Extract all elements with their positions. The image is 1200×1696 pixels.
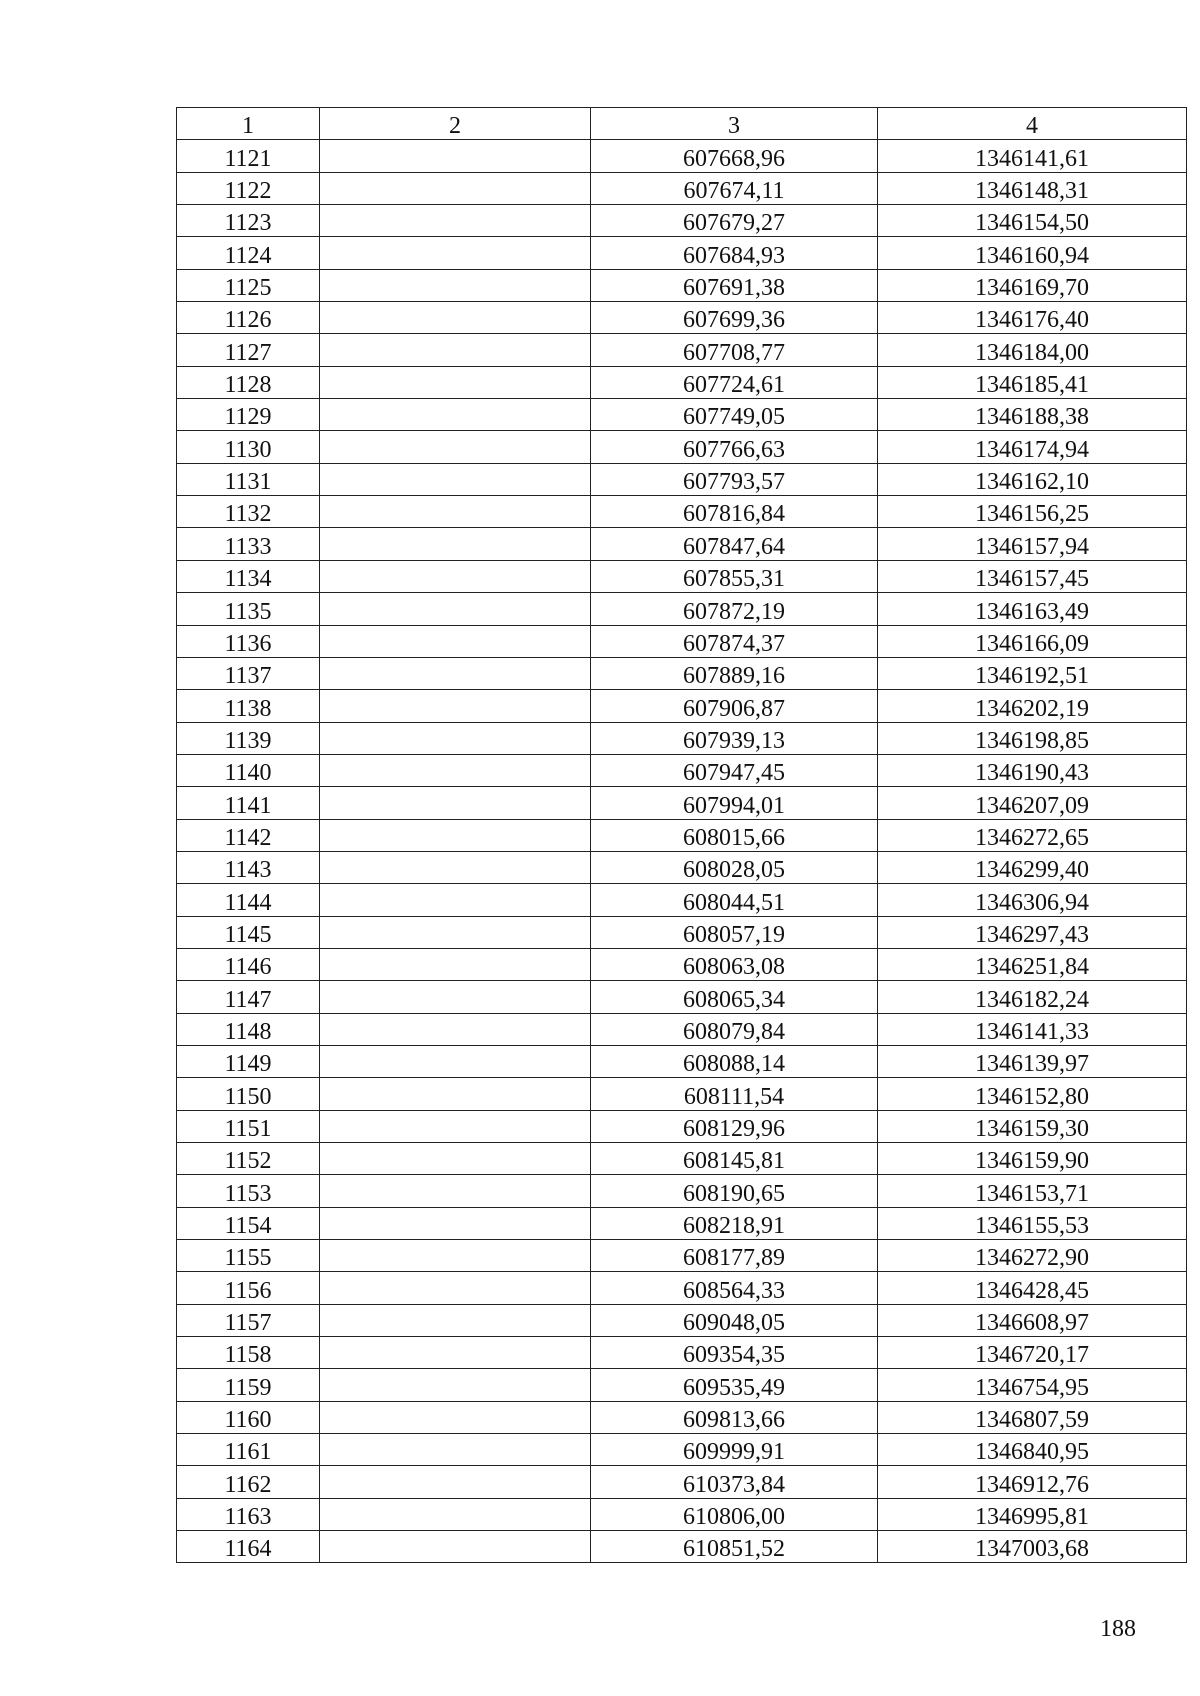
- y-coordinate-cell: 1346152,80: [878, 1078, 1187, 1110]
- empty-cell: [320, 754, 591, 786]
- point-number-cell: 1123: [177, 205, 320, 237]
- table-row: [177, 593, 1187, 625]
- point-number-cell: 1125: [177, 269, 320, 301]
- x-coordinate-cell: 607674,11: [591, 172, 878, 204]
- empty-cell: [320, 1207, 591, 1239]
- column-header: 3: [591, 108, 878, 140]
- table-row: [177, 657, 1187, 689]
- y-coordinate-cell: 1346272,65: [878, 819, 1187, 851]
- point-number-cell: 1135: [177, 593, 320, 625]
- table-row: [177, 948, 1187, 980]
- x-coordinate-cell: 607766,63: [591, 431, 878, 463]
- coordinates-table: [176, 107, 1187, 1563]
- y-coordinate-cell: 1346190,43: [878, 754, 1187, 786]
- y-coordinate-cell: 1346192,51: [878, 657, 1187, 689]
- empty-cell: [320, 1498, 591, 1530]
- empty-cell: [320, 334, 591, 366]
- table-row: [177, 1531, 1187, 1563]
- table-row: [177, 302, 1187, 334]
- point-number-cell: 1133: [177, 528, 320, 560]
- empty-cell: [320, 1304, 591, 1336]
- x-coordinate-cell: 607699,36: [591, 302, 878, 334]
- table-row: [177, 1240, 1187, 1272]
- y-coordinate-cell: 1346166,09: [878, 625, 1187, 657]
- y-coordinate-cell: 1346160,94: [878, 237, 1187, 269]
- point-number-cell: 1150: [177, 1078, 320, 1110]
- x-coordinate-cell: 608057,19: [591, 916, 878, 948]
- empty-cell: [320, 593, 591, 625]
- empty-cell: [320, 172, 591, 204]
- x-coordinate-cell: 607793,57: [591, 463, 878, 495]
- empty-cell: [320, 1434, 591, 1466]
- table-row: [177, 722, 1187, 754]
- y-coordinate-cell: 1346608,97: [878, 1304, 1187, 1336]
- x-coordinate-cell: 607872,19: [591, 593, 878, 625]
- y-coordinate-cell: 1346297,43: [878, 916, 1187, 948]
- y-coordinate-cell: 1346159,30: [878, 1110, 1187, 1142]
- empty-cell: [320, 1078, 591, 1110]
- point-number-cell: 1163: [177, 1498, 320, 1530]
- y-coordinate-cell: 1346163,49: [878, 593, 1187, 625]
- x-coordinate-cell: 609813,66: [591, 1401, 878, 1433]
- x-coordinate-cell: 609999,91: [591, 1434, 878, 1466]
- empty-cell: [320, 399, 591, 431]
- table-row: [177, 916, 1187, 948]
- table-row: [177, 237, 1187, 269]
- table-row: [177, 851, 1187, 883]
- empty-cell: [320, 948, 591, 980]
- empty-cell: [320, 140, 591, 172]
- point-number-cell: 1157: [177, 1304, 320, 1336]
- y-coordinate-cell: 1347003,68: [878, 1531, 1187, 1563]
- point-number-cell: 1137: [177, 657, 320, 689]
- y-coordinate-cell: 1346159,90: [878, 1143, 1187, 1175]
- table-row: [177, 1143, 1187, 1175]
- x-coordinate-cell: 608015,66: [591, 819, 878, 851]
- table-row: [177, 754, 1187, 786]
- x-coordinate-cell: 607708,77: [591, 334, 878, 366]
- empty-cell: [320, 1143, 591, 1175]
- x-coordinate-cell: 610851,52: [591, 1531, 878, 1563]
- empty-cell: [320, 981, 591, 1013]
- table-row: [177, 1207, 1187, 1239]
- empty-cell: [320, 1045, 591, 1077]
- table-header-row: [177, 108, 1187, 140]
- empty-cell: [320, 1531, 591, 1563]
- table-row: [177, 1434, 1187, 1466]
- x-coordinate-cell: 610806,00: [591, 1498, 878, 1530]
- point-number-cell: 1146: [177, 948, 320, 980]
- table-row: [177, 1110, 1187, 1142]
- empty-cell: [320, 366, 591, 398]
- x-coordinate-cell: 608111,54: [591, 1078, 878, 1110]
- point-number-cell: 1132: [177, 496, 320, 528]
- y-coordinate-cell: 1346141,61: [878, 140, 1187, 172]
- table-row: [177, 1401, 1187, 1433]
- page-number: 188: [1100, 1616, 1136, 1642]
- point-number-cell: 1159: [177, 1369, 320, 1401]
- table-row: [177, 172, 1187, 204]
- point-number-cell: 1126: [177, 302, 320, 334]
- point-number-cell: 1124: [177, 237, 320, 269]
- y-coordinate-cell: 1346198,85: [878, 722, 1187, 754]
- point-number-cell: 1140: [177, 754, 320, 786]
- point-number-cell: 1149: [177, 1045, 320, 1077]
- point-number-cell: 1160: [177, 1401, 320, 1433]
- y-coordinate-cell: 1346174,94: [878, 431, 1187, 463]
- point-number-cell: 1141: [177, 787, 320, 819]
- point-number-cell: 1144: [177, 884, 320, 916]
- point-number-cell: 1152: [177, 1143, 320, 1175]
- point-number-cell: 1145: [177, 916, 320, 948]
- x-coordinate-cell: 607691,38: [591, 269, 878, 301]
- empty-cell: [320, 269, 591, 301]
- y-coordinate-cell: 1346428,45: [878, 1272, 1187, 1304]
- point-number-cell: 1155: [177, 1240, 320, 1272]
- table-body: [177, 140, 1187, 1563]
- empty-cell: [320, 496, 591, 528]
- point-number-cell: 1136: [177, 625, 320, 657]
- x-coordinate-cell: 609048,05: [591, 1304, 878, 1336]
- x-coordinate-cell: 607679,27: [591, 205, 878, 237]
- x-coordinate-cell: 607874,37: [591, 625, 878, 657]
- x-coordinate-cell: 608145,81: [591, 1143, 878, 1175]
- y-coordinate-cell: 1346156,25: [878, 496, 1187, 528]
- y-coordinate-cell: 1346272,90: [878, 1240, 1187, 1272]
- empty-cell: [320, 690, 591, 722]
- y-coordinate-cell: 1346754,95: [878, 1369, 1187, 1401]
- y-coordinate-cell: 1346157,94: [878, 528, 1187, 560]
- table-row: [177, 205, 1187, 237]
- x-coordinate-cell: 607994,01: [591, 787, 878, 819]
- point-number-cell: 1154: [177, 1207, 320, 1239]
- y-coordinate-cell: 1346995,81: [878, 1498, 1187, 1530]
- x-coordinate-cell: 609535,49: [591, 1369, 878, 1401]
- table-row: [177, 1304, 1187, 1336]
- x-coordinate-cell: 609354,35: [591, 1337, 878, 1369]
- x-coordinate-cell: 607668,96: [591, 140, 878, 172]
- empty-cell: [320, 657, 591, 689]
- y-coordinate-cell: 1346184,00: [878, 334, 1187, 366]
- y-coordinate-cell: 1346202,19: [878, 690, 1187, 722]
- y-coordinate-cell: 1346185,41: [878, 366, 1187, 398]
- empty-cell: [320, 625, 591, 657]
- empty-cell: [320, 1337, 591, 1369]
- table-row: [177, 560, 1187, 592]
- y-coordinate-cell: 1346720,17: [878, 1337, 1187, 1369]
- empty-cell: [320, 1369, 591, 1401]
- table-row: [177, 1175, 1187, 1207]
- table-row: [177, 1337, 1187, 1369]
- empty-cell: [320, 916, 591, 948]
- table-row: [177, 140, 1187, 172]
- empty-cell: [320, 1272, 591, 1304]
- y-coordinate-cell: 1346148,31: [878, 172, 1187, 204]
- table-row: [177, 1013, 1187, 1045]
- table-row: [177, 269, 1187, 301]
- point-number-cell: 1158: [177, 1337, 320, 1369]
- y-coordinate-cell: 1346139,97: [878, 1045, 1187, 1077]
- table-row: [177, 819, 1187, 851]
- x-coordinate-cell: 607939,13: [591, 722, 878, 754]
- empty-cell: [320, 819, 591, 851]
- point-number-cell: 1127: [177, 334, 320, 366]
- x-coordinate-cell: 608079,84: [591, 1013, 878, 1045]
- x-coordinate-cell: 608218,91: [591, 1207, 878, 1239]
- point-number-cell: 1164: [177, 1531, 320, 1563]
- point-number-cell: 1151: [177, 1110, 320, 1142]
- y-coordinate-cell: 1346840,95: [878, 1434, 1187, 1466]
- table-row: [177, 1498, 1187, 1530]
- empty-cell: [320, 884, 591, 916]
- empty-cell: [320, 463, 591, 495]
- empty-cell: [320, 528, 591, 560]
- x-coordinate-cell: 607684,93: [591, 237, 878, 269]
- y-coordinate-cell: 1346182,24: [878, 981, 1187, 1013]
- point-number-cell: 1134: [177, 560, 320, 592]
- point-number-cell: 1153: [177, 1175, 320, 1207]
- empty-cell: [320, 237, 591, 269]
- point-number-cell: 1139: [177, 722, 320, 754]
- x-coordinate-cell: 608028,05: [591, 851, 878, 883]
- x-coordinate-cell: 607947,45: [591, 754, 878, 786]
- table-row: [177, 528, 1187, 560]
- empty-cell: [320, 1401, 591, 1433]
- point-number-cell: 1128: [177, 366, 320, 398]
- y-coordinate-cell: 1346141,33: [878, 1013, 1187, 1045]
- point-number-cell: 1142: [177, 819, 320, 851]
- point-number-cell: 1138: [177, 690, 320, 722]
- y-coordinate-cell: 1346154,50: [878, 205, 1187, 237]
- column-header: 1: [177, 108, 320, 140]
- empty-cell: [320, 1466, 591, 1498]
- table-row: [177, 399, 1187, 431]
- x-coordinate-cell: 608564,33: [591, 1272, 878, 1304]
- column-header: 4: [878, 108, 1187, 140]
- point-number-cell: 1147: [177, 981, 320, 1013]
- empty-cell: [320, 302, 591, 334]
- y-coordinate-cell: 1346188,38: [878, 399, 1187, 431]
- empty-cell: [320, 722, 591, 754]
- y-coordinate-cell: 1346153,71: [878, 1175, 1187, 1207]
- table-row: [177, 625, 1187, 657]
- x-coordinate-cell: 608065,34: [591, 981, 878, 1013]
- y-coordinate-cell: 1346157,45: [878, 560, 1187, 592]
- x-coordinate-cell: 608177,89: [591, 1240, 878, 1272]
- empty-cell: [320, 1175, 591, 1207]
- point-number-cell: 1131: [177, 463, 320, 495]
- point-number-cell: 1129: [177, 399, 320, 431]
- x-coordinate-cell: 608088,14: [591, 1045, 878, 1077]
- y-coordinate-cell: 1346912,76: [878, 1466, 1187, 1498]
- point-number-cell: 1121: [177, 140, 320, 172]
- y-coordinate-cell: 1346207,09: [878, 787, 1187, 819]
- table-row: [177, 463, 1187, 495]
- x-coordinate-cell: 607889,16: [591, 657, 878, 689]
- x-coordinate-cell: 608063,08: [591, 948, 878, 980]
- x-coordinate-cell: 607855,31: [591, 560, 878, 592]
- point-number-cell: 1161: [177, 1434, 320, 1466]
- table-row: [177, 690, 1187, 722]
- y-coordinate-cell: 1346251,84: [878, 948, 1187, 980]
- x-coordinate-cell: 607724,61: [591, 366, 878, 398]
- y-coordinate-cell: 1346306,94: [878, 884, 1187, 916]
- table-row: [177, 884, 1187, 916]
- empty-cell: [320, 851, 591, 883]
- table-row: [177, 496, 1187, 528]
- table-row: [177, 1045, 1187, 1077]
- x-coordinate-cell: 607906,87: [591, 690, 878, 722]
- x-coordinate-cell: 610373,84: [591, 1466, 878, 1498]
- table-row: [177, 366, 1187, 398]
- point-number-cell: 1148: [177, 1013, 320, 1045]
- point-number-cell: 1122: [177, 172, 320, 204]
- x-coordinate-cell: 608190,65: [591, 1175, 878, 1207]
- y-coordinate-cell: 1346176,40: [878, 302, 1187, 334]
- point-number-cell: 1143: [177, 851, 320, 883]
- empty-cell: [320, 787, 591, 819]
- y-coordinate-cell: 1346807,59: [878, 1401, 1187, 1433]
- point-number-cell: 1156: [177, 1272, 320, 1304]
- x-coordinate-cell: 608044,51: [591, 884, 878, 916]
- point-number-cell: 1130: [177, 431, 320, 463]
- table-row: [177, 1078, 1187, 1110]
- x-coordinate-cell: 607816,84: [591, 496, 878, 528]
- empty-cell: [320, 560, 591, 592]
- table-row: [177, 1272, 1187, 1304]
- x-coordinate-cell: 607847,64: [591, 528, 878, 560]
- table-row: [177, 1369, 1187, 1401]
- table-row: [177, 981, 1187, 1013]
- y-coordinate-cell: 1346169,70: [878, 269, 1187, 301]
- empty-cell: [320, 205, 591, 237]
- empty-cell: [320, 431, 591, 463]
- table-row: [177, 334, 1187, 366]
- table-row: [177, 431, 1187, 463]
- table-row: [177, 1466, 1187, 1498]
- y-coordinate-cell: 1346299,40: [878, 851, 1187, 883]
- table-row: [177, 787, 1187, 819]
- column-header: 2: [320, 108, 591, 140]
- x-coordinate-cell: 607749,05: [591, 399, 878, 431]
- empty-cell: [320, 1013, 591, 1045]
- empty-cell: [320, 1110, 591, 1142]
- point-number-cell: 1162: [177, 1466, 320, 1498]
- empty-cell: [320, 1240, 591, 1272]
- y-coordinate-cell: 1346155,53: [878, 1207, 1187, 1239]
- x-coordinate-cell: 608129,96: [591, 1110, 878, 1142]
- y-coordinate-cell: 1346162,10: [878, 463, 1187, 495]
